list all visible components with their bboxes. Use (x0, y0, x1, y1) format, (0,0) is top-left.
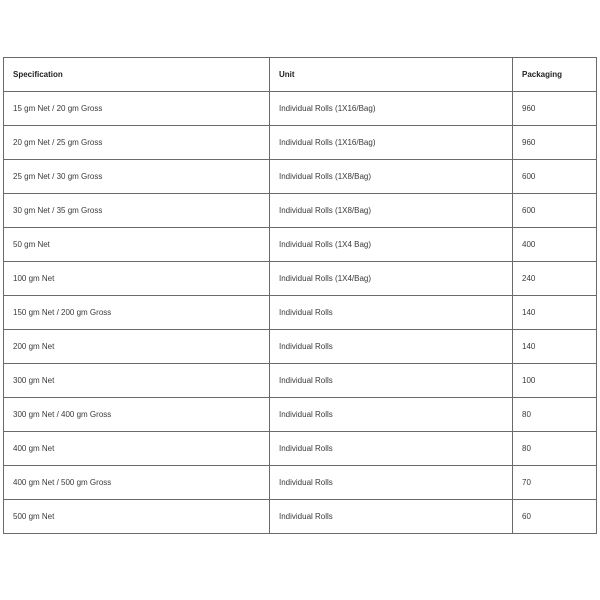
unit-cell: Individual Rolls (270, 432, 513, 466)
packaging-cell: 80 (513, 432, 597, 466)
packaging-cell: 80 (513, 398, 597, 432)
specification-cell: 200 gm Net (4, 330, 270, 364)
specification-header: Specification (4, 58, 270, 92)
packaging-cell: 960 (513, 126, 597, 160)
specification-cell: 50 gm Net (4, 228, 270, 262)
table-body (4, 92, 597, 534)
specification-cell: 500 gm Net (4, 500, 270, 534)
specification-cell: 300 gm Net (4, 364, 270, 398)
unit-cell: Individual Rolls (270, 364, 513, 398)
unit-cell: Individual Rolls (1X8/Bag) (270, 194, 513, 228)
specification-cell: 25 gm Net / 30 gm Gross (4, 160, 270, 194)
table-row (4, 160, 597, 194)
table-header (4, 58, 597, 92)
unit-cell: Individual Rolls (1X16/Bag) (270, 92, 513, 126)
specification-cell: 400 gm Net / 500 gm Gross (4, 466, 270, 500)
table-row (4, 364, 597, 398)
packaging-cell: 70 (513, 466, 597, 500)
unit-cell: Individual Rolls (270, 330, 513, 364)
specification-cell: 400 gm Net (4, 432, 270, 466)
table-row (4, 398, 597, 432)
specification-cell: 30 gm Net / 35 gm Gross (4, 194, 270, 228)
table-row (4, 92, 597, 126)
packaging-cell: 960 (513, 92, 597, 126)
table-row (4, 466, 597, 500)
specification-cell: 150 gm Net / 200 gm Gross (4, 296, 270, 330)
packaging-cell: 100 (513, 364, 597, 398)
unit-cell: Individual Rolls (1X4 Bag) (270, 228, 513, 262)
packaging-cell: 400 (513, 228, 597, 262)
specification-cell: 15 gm Net / 20 gm Gross (4, 92, 270, 126)
specification-cell: 20 gm Net / 25 gm Gross (4, 126, 270, 160)
unit-cell: Individual Rolls (270, 398, 513, 432)
packaging-cell: 600 (513, 194, 597, 228)
table-row (4, 500, 597, 534)
packaging-cell: 60 (513, 500, 597, 534)
packaging-cell: 140 (513, 330, 597, 364)
unit-cell: Individual Rolls (270, 500, 513, 534)
table-row (4, 432, 597, 466)
unit-cell: Individual Rolls (270, 296, 513, 330)
table-row (4, 126, 597, 160)
table-row (4, 194, 597, 228)
table-row (4, 262, 597, 296)
table-row (4, 296, 597, 330)
specification-cell: 300 gm Net / 400 gm Gross (4, 398, 270, 432)
header-row (4, 58, 597, 92)
specification-table (3, 57, 597, 534)
unit-cell: Individual Rolls (1X4/Bag) (270, 262, 513, 296)
packaging-cell: 240 (513, 262, 597, 296)
packaging-cell: 140 (513, 296, 597, 330)
unit-cell: Individual Rolls (270, 466, 513, 500)
unit-cell: Individual Rolls (1X16/Bag) (270, 126, 513, 160)
packaging-cell: 600 (513, 160, 597, 194)
specification-cell: 100 gm Net (4, 262, 270, 296)
unit-header: Unit (270, 58, 513, 92)
table-row (4, 228, 597, 262)
table-row (4, 330, 597, 364)
unit-cell: Individual Rolls (1X8/Bag) (270, 160, 513, 194)
packaging-header: Packaging (513, 58, 597, 92)
